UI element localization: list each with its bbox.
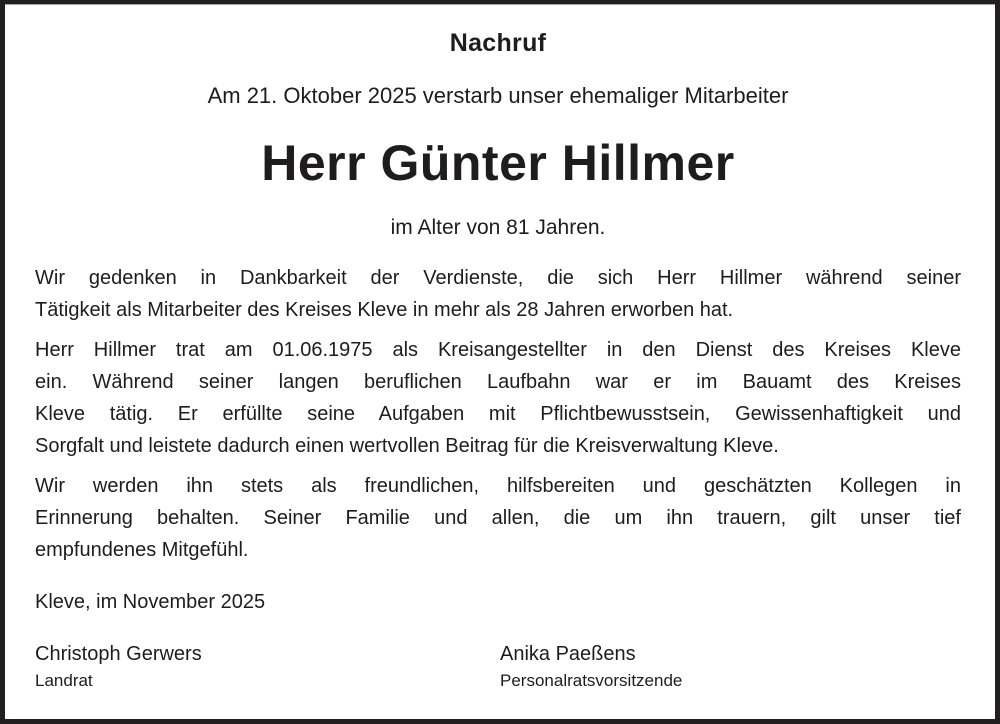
paragraph-line: Kleve tätig. Er erfüllte seine Aufgaben mit Pflichtbewusstsein, Gewissenhaftigkeit und [35, 403, 961, 425]
signature-name: Christoph Gerwers [35, 643, 202, 665]
paragraph-line: Wir gedenken in Dankbarkeit der Verdienste, die sich Herr Hillmer während seiner [35, 267, 961, 289]
notice-kicker: Nachruf [449, 29, 547, 57]
age-line: im Alter von 81 Jahren. [390, 216, 606, 239]
body-paragraphs [35, 262, 961, 566]
paragraph-line: Wir werden ihn stets als freundlichen, hilfsbereiten und geschätzten Kollegen in [35, 475, 961, 497]
signatures [35, 641, 961, 693]
signature-name: Anika Paeßens [500, 643, 636, 665]
paragraph-line: Erinnerung behalten. Seiner Familie und allen, die um ihn trauern, gilt unser tief [35, 507, 961, 529]
paragraph-line: Sorgfalt und leistete dadurch einen wertvollen Beitrag für die Kreisverwaltung Kleve. [35, 435, 779, 457]
signature-title: Personalratsvorsitzende [500, 671, 683, 690]
paragraph-line: empfundenes Mitgefühl. [35, 539, 249, 561]
paragraph-line: Herr Hillmer trat am 01.06.1975 als Kreisangestellter in den Dienst des Kreises Kleve [35, 339, 961, 361]
paragraph-line: ein. Während seiner langen beruflichen Laufbahn war er im Bauamt des Kreises [35, 371, 961, 393]
paragraph-line: Tätigkeit als Mitarbeiter des Kreises Kleve in mehr als 28 Jahren erworben hat. [35, 299, 734, 321]
signature-title: Landrat [35, 671, 93, 690]
signature-column [35, 641, 500, 693]
intro-line: Am 21. Oktober 2025 verstarb unser ehemaliger Mitarbeiter [207, 83, 789, 108]
dateline: Kleve, im November 2025 [35, 591, 266, 613]
deceased-name: Herr Günter Hillmer [261, 135, 735, 191]
paragraph [35, 262, 961, 326]
paragraph [35, 470, 961, 566]
paragraph [35, 334, 961, 462]
signature-column [500, 641, 682, 693]
